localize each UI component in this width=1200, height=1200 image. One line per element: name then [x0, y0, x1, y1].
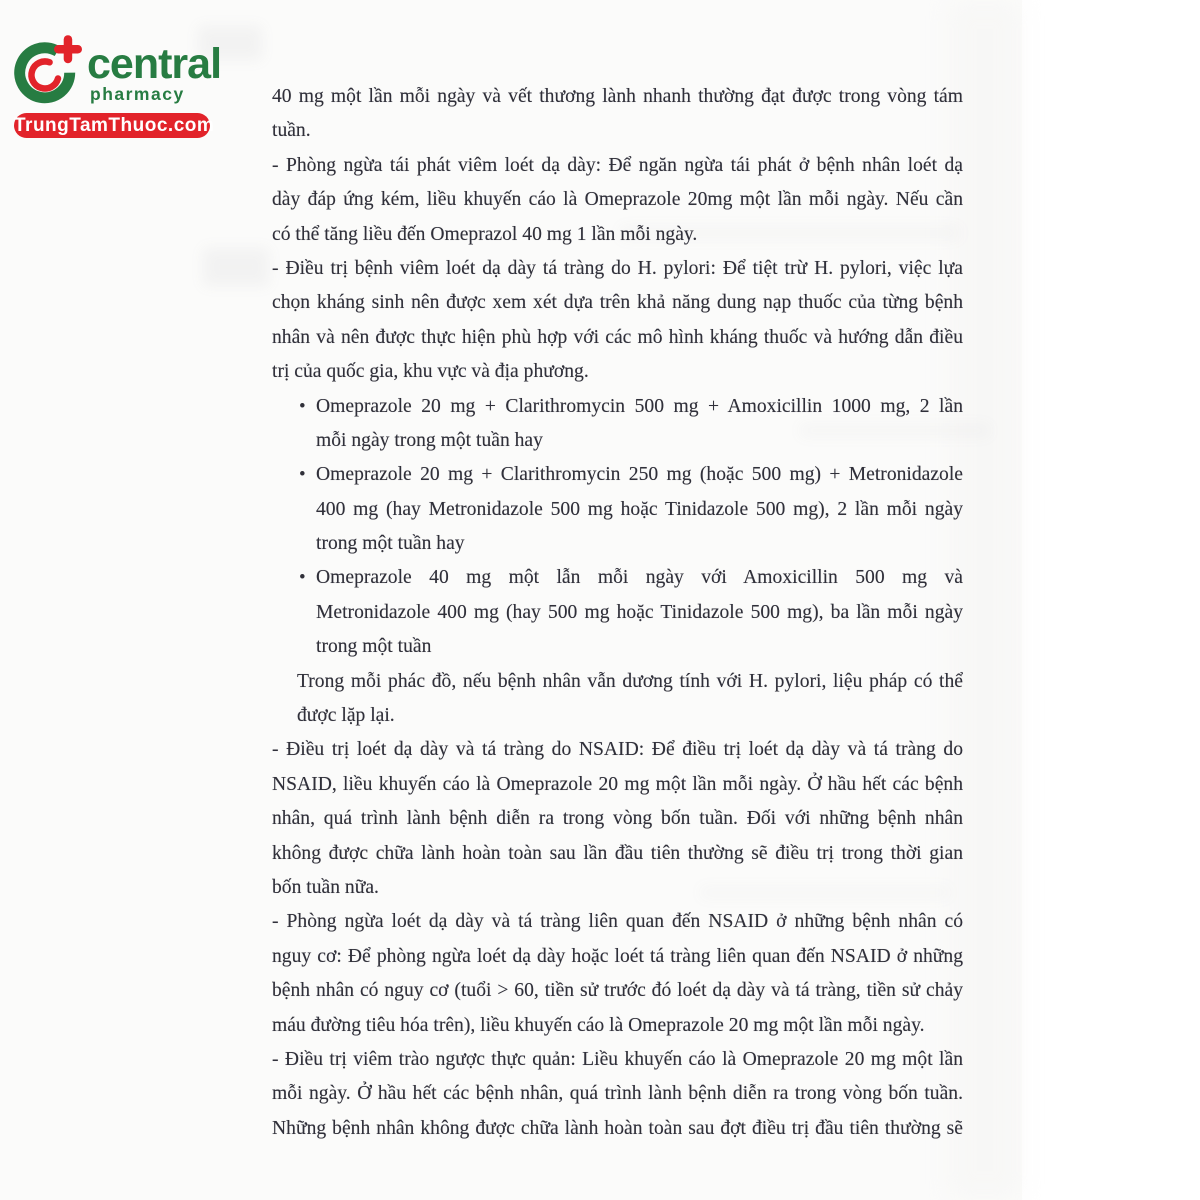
- bullet-item: [272, 390, 963, 459]
- text-line: không được chữa lành hoàn toàn sau lần đầu tiên thường sẽ điều trị trong thời gian: [272, 842, 963, 864]
- text-line: trị của quốc gia, khu vực và địa phương.: [272, 361, 589, 383]
- bullet-icon: •: [299, 395, 306, 417]
- text-line: có thể tăng liều đến Omeprazol 40 mg 1 lần mỗi ngày.: [272, 223, 698, 245]
- bullet-icon: •: [299, 464, 306, 486]
- text-line: nhân và nên được thực hiện phù hợp với các mô hình kháng thuốc và hướng dẫn điều: [272, 326, 963, 348]
- text-line: chọn kháng sinh nên được xem xét dựa trên khả năng dung nạp thuốc của từng bệnh: [272, 292, 963, 314]
- text-line: - Điều trị loét dạ dày và tá tràng do NSAID: Để điều trị loét dạ dày và tá tràng do: [272, 739, 963, 761]
- text-line: bệnh nhân có nguy cơ (tuổi > 60, tiền sử trước đó loét dạ dày và tá tràng, tiền sử chảy: [272, 980, 963, 1002]
- text-line: trong một tuần hay: [316, 533, 465, 555]
- text-line: bốn tuần nữa.: [272, 876, 379, 898]
- text-line: được lặp lại.: [297, 705, 395, 727]
- text-line: Omeprazole 20 mg + Clarithromycin 500 mg + Amoxicillin 1000 mg, 2 lần: [316, 395, 963, 417]
- text-line: tuần.: [272, 120, 311, 142]
- scan-artifact: [203, 248, 269, 286]
- central-pharmacy-logo-icon: [14, 34, 82, 108]
- text-line: - Điều trị bệnh viêm loét dạ dày tá tràng do H. pylori: Để tiệt trừ H. pylori, việc lựa: [272, 257, 963, 279]
- text-line: Omeprazole 20 mg + Clarithromycin 250 mg (hoặc 500 mg) + Metronidazole: [316, 464, 963, 486]
- bullet-item: [272, 458, 963, 561]
- text-line: Omeprazole 40 mg một lẫn mỗi ngày với Amoxicillin 500 mg và: [316, 567, 963, 589]
- text-line: Những bệnh nhân không được chữa lành hoàn toàn sau đợt điều trị đầu tiên thường sẽ: [272, 1117, 963, 1139]
- central-pharmacy-logo: [14, 34, 224, 144]
- text-line: mỗi ngày. Ở hầu hết các bệnh nhân, quá trình lành bệnh diễn ra trong vòng bốn tuần.: [272, 1083, 963, 1105]
- text-line: Metronidazole 400 mg (hay 500 mg hoặc Tinidazole 500 mg), ba lần mỗi ngày: [316, 601, 963, 623]
- text-line: - Phòng ngừa tái phát viêm loét dạ dày: Để ngăn ngừa tái phát ở bệnh nhân loét dạ: [272, 154, 963, 176]
- text-line: - Điều trị viêm trào ngược thực quản: Liều khuyến cáo là Omeprazole 20 mg một lần: [272, 1048, 963, 1070]
- text-line: Trong mỗi phác đồ, nếu bệnh nhân vẫn dương tính với H. pylori, liệu pháp có thể: [297, 670, 963, 692]
- paragraph: [272, 149, 963, 252]
- document-text: [272, 80, 963, 1146]
- logo-website-badge: TrungTamThuoc.com: [14, 115, 215, 136]
- text-line: máu đường tiêu hóa trên), liều khuyến cáo là Omeprazole 20 mg một lần mỗi ngày.: [272, 1014, 925, 1036]
- paragraph: [272, 905, 963, 1043]
- text-line: nhân, quá trình lành bệnh diễn ra trong vòng bốn tuần. Đối với những bệnh nhân: [272, 808, 963, 830]
- text-line: NSAID, liều khuyến cáo là Omeprazole 20 mg một lần mỗi ngày. Ở hầu hết các bệnh: [272, 773, 963, 795]
- text-line: nguy cơ: Để phòng ngừa loét dạ dày hoặc loét tá tràng liên quan đến NSAID ở những: [272, 945, 963, 967]
- paragraph: [272, 252, 963, 390]
- logo-brand-text: central: [87, 40, 222, 88]
- text-line: dày đáp ứng kém, liều khuyến cáo là Omeprazole 20mg một lần mỗi ngày. Nếu cần: [272, 189, 963, 211]
- paragraph: [272, 733, 963, 905]
- paragraph: [272, 665, 963, 734]
- paragraph: [272, 80, 963, 149]
- text-line: mỗi ngày trong một tuần hay: [316, 429, 543, 451]
- bullet-icon: •: [299, 567, 306, 589]
- paragraph: [272, 1043, 963, 1146]
- text-line: 40 mg một lần mỗi ngày và vết thương lành nhanh thường đạt được trong vòng tám: [272, 86, 963, 107]
- logo-subbrand-text: pharmacy: [90, 84, 185, 104]
- text-line: 400 mg (hay Metronidazole 500 mg hoặc Tinidazole 500 mg), 2 lần mỗi ngày: [316, 498, 963, 520]
- text-line: - Phòng ngừa loét dạ dày và tá tràng liên quan đến NSAID ở những bệnh nhân có: [272, 911, 963, 933]
- text-line: trong một tuần: [316, 636, 432, 658]
- bullet-item: [272, 561, 963, 664]
